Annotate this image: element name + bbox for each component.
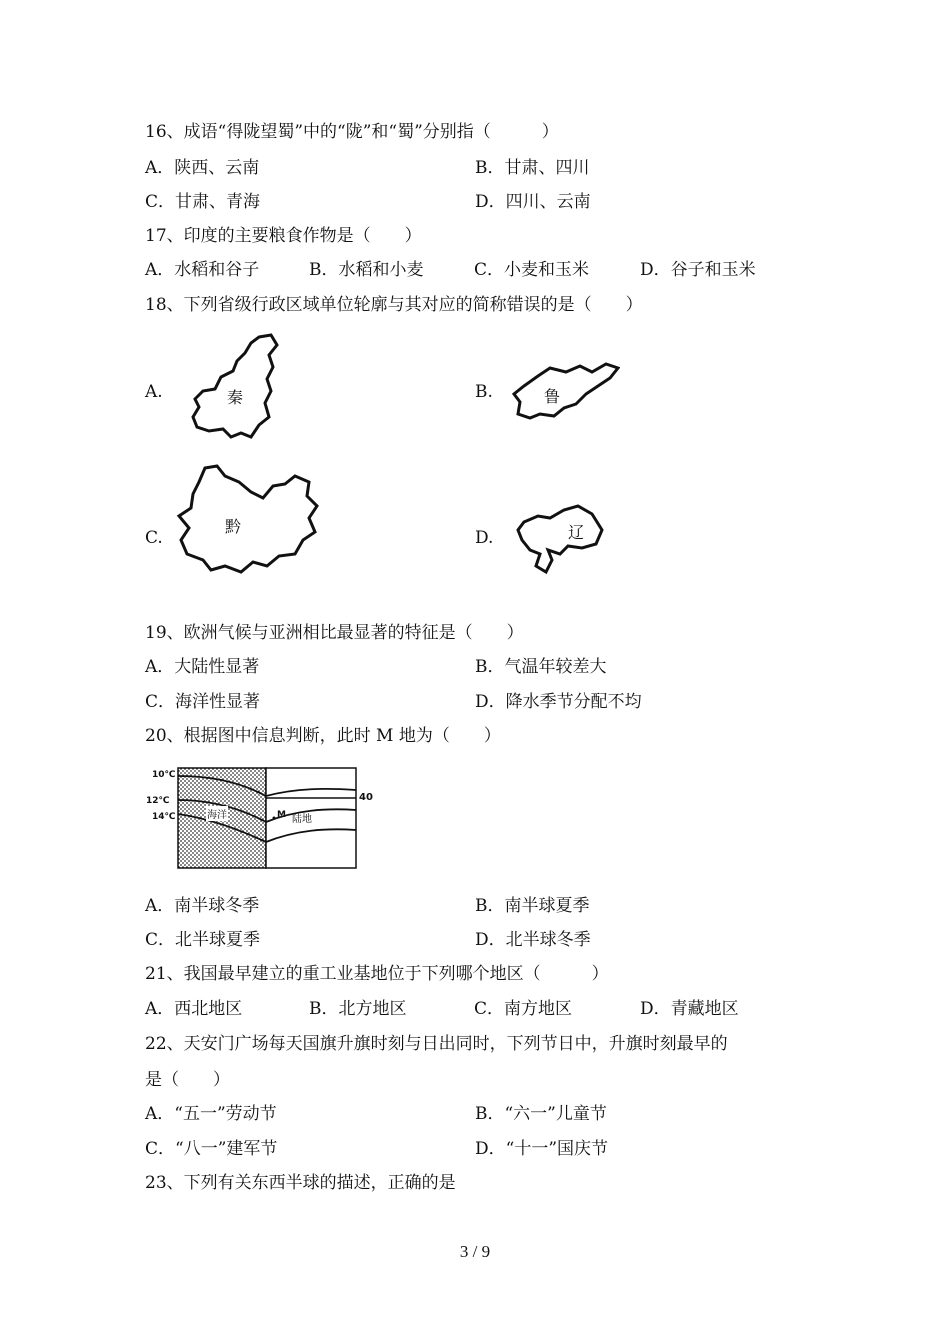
question-20-option-d: D．北半球冬季	[475, 930, 591, 950]
question-17-option-b: B．水稻和小麦	[309, 260, 424, 280]
map-label-lu: 鲁	[544, 387, 561, 406]
land-label: 陆地	[292, 814, 312, 825]
question-17-option-a: A．水稻和谷子	[145, 260, 260, 280]
question-17-option-c: C．小麦和玉米	[474, 260, 590, 280]
question-22-option-b: B．“六一”儿童节	[475, 1104, 607, 1124]
question-16-stem: 16、成语“得陇望蜀”中的“陇”和“蜀”分别指（ ）	[145, 122, 559, 142]
question-21-stem: 21、我国最早建立的重工业基地位于下列哪个地区（ ）	[145, 964, 609, 984]
ocean-label: 海洋	[206, 806, 228, 821]
isotherm-10-label: 10℃	[152, 770, 176, 780]
question-17-option-d: D．谷子和玉米	[640, 260, 756, 280]
question-22-stem-line1: 22、天安门广场每天国旗升旗时刻与日出同时，下列节日中，升旗时刻最早的	[145, 1034, 728, 1054]
shandong-outline-map	[510, 360, 620, 422]
question-22-option-c: C．“八一”建军节	[145, 1139, 278, 1159]
map-label-liao: 辽	[568, 523, 585, 542]
question-16-option-a: A．陕西、云南	[145, 158, 260, 178]
question-21-option-d: D．青藏地区	[640, 999, 739, 1019]
question-18-stem: 18、下列省级行政区域单位轮廓与其对应的简称错误的是（ ）	[145, 295, 643, 315]
question-19-option-c: C．海洋性显著	[145, 692, 261, 712]
question-22-option-a: A．“五一”劳动节	[145, 1104, 277, 1124]
question-18-option-d: D.	[475, 528, 494, 548]
latitude-40-label: 40	[359, 792, 373, 803]
isotherm-figure	[146, 766, 376, 872]
isotherm-12-label: 12℃	[146, 796, 170, 806]
question-19-option-b: B．气温年较差大	[475, 657, 607, 677]
question-22-option-d: D．“十一”国庆节	[475, 1139, 609, 1159]
question-18-option-b: B.	[475, 382, 493, 402]
liaoning-outline-map	[512, 496, 607, 576]
question-23-stem: 23、下列有关东西半球的描述，正确的是	[145, 1173, 456, 1193]
page-number: 3 / 9	[459, 1242, 491, 1261]
map-label-qin: 秦	[227, 388, 244, 407]
shaanxi-outline-map	[185, 333, 285, 441]
question-16-option-d: D．四川、云南	[475, 192, 591, 212]
question-16-option-c: C．甘肃、青海	[145, 192, 261, 212]
question-19-stem: 19、欧洲气候与亚洲相比最显著的特征是（ ）	[145, 623, 524, 643]
question-21-option-a: A．西北地区	[145, 999, 243, 1019]
question-20-option-c: C．北半球夏季	[145, 930, 261, 950]
question-16-option-b: B．甘肃、四川	[475, 158, 590, 178]
question-21-option-c: C．南方地区	[474, 999, 573, 1019]
question-22-stem-line2: 是（ ）	[145, 1070, 230, 1090]
question-18-option-c: C.	[145, 528, 163, 548]
guizhou-outline-map	[175, 462, 325, 578]
map-label-qian: 黔	[225, 517, 242, 536]
question-20-option-b: B．南半球夏季	[475, 896, 590, 916]
point-m-label: M	[277, 810, 286, 820]
question-17-stem: 17、印度的主要粮食作物是（ ）	[145, 226, 422, 246]
question-21-option-b: B．北方地区	[309, 999, 407, 1019]
question-20-stem: 20、根据图中信息判断，此时 M 地为（ ）	[145, 726, 501, 746]
question-20-option-a: A．南半球冬季	[145, 896, 260, 916]
isotherm-14-label: 14℃	[152, 812, 176, 822]
question-19-option-a: A．大陆性显著	[145, 657, 260, 677]
question-19-option-d: D．降水季节分配不均	[475, 692, 642, 712]
question-18-option-a: A.	[145, 382, 163, 402]
